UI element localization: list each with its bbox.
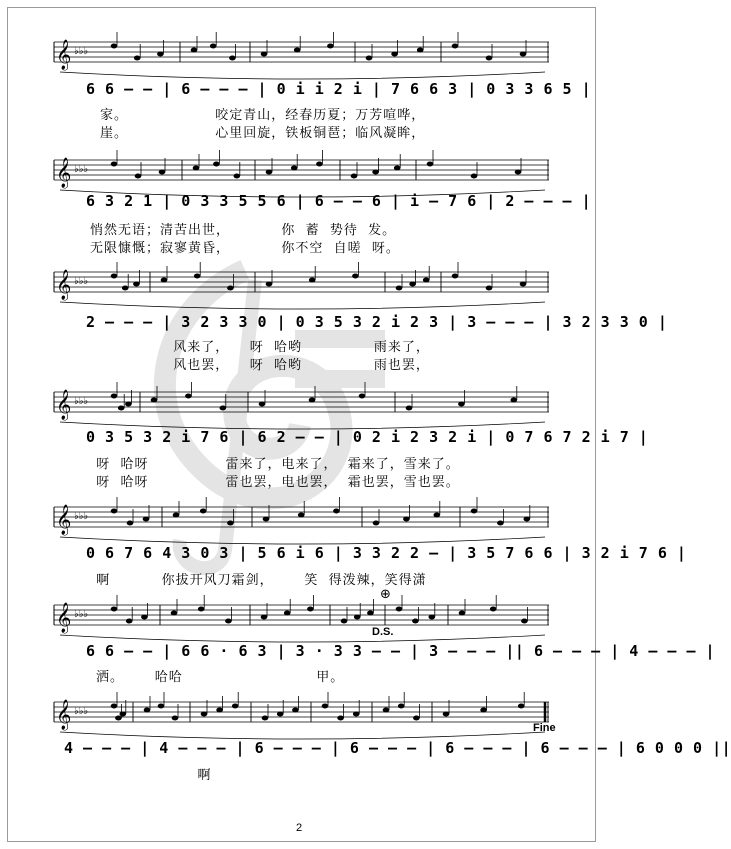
note-head xyxy=(458,402,465,407)
note-head xyxy=(412,619,419,624)
note-head xyxy=(118,406,125,411)
lyric-line-6a: 洒。 哈哈 甲。 xyxy=(96,670,345,685)
note-head xyxy=(263,517,270,522)
note-head xyxy=(172,716,179,721)
ds-mark: D.S. xyxy=(372,626,394,638)
note-head xyxy=(159,170,166,175)
lyric-line-2b: 无限慷慨；寂寥黄昏， 你不空 自嗟 呀。 xyxy=(90,241,400,256)
key-signature-flats: ♭♭♭ xyxy=(74,706,89,717)
treble-clef-icon: 𝄞 xyxy=(56,270,72,300)
jianpu-line-3: 2 — — — | 3 2 3 3 0 | 0 3 5 3 2 i 2 3 | 3 — — — | 3 2 3 3 0 | xyxy=(86,313,668,331)
note-head xyxy=(486,286,493,291)
note-head xyxy=(423,278,430,283)
slur xyxy=(60,635,545,642)
note-head xyxy=(227,521,234,526)
note-head xyxy=(135,174,142,179)
note-head xyxy=(366,56,373,61)
note-head xyxy=(277,712,284,717)
note-head xyxy=(111,704,118,709)
note-head xyxy=(216,708,223,713)
jianpu-line-7: 4 — — — | 4 — — — | 6 — — — | 6 — — — | 6 — — — | 6 — — — | 6 0 0 0 || xyxy=(64,739,731,757)
jianpu-line-6: 6 6 — — | 6 6 · 6 3 | 3 · 3 3 — — | 3 — — — || 6 — — — | 4 — — — | xyxy=(86,642,716,660)
note-head xyxy=(157,52,164,57)
jianpu-line-1: 6 6 — — | 6 — — — | 0 i i 2 i | 7 6 6 3 | 0 3 3 6 5 | xyxy=(86,80,592,98)
note-head xyxy=(191,48,198,53)
treble-clef-icon: 𝄞 xyxy=(56,700,72,730)
note-head xyxy=(524,517,531,522)
note-head xyxy=(227,286,234,291)
lyric-line-1a: 家。 咬定青山，经春历夏；万芳喧哗， xyxy=(100,108,426,123)
note-head xyxy=(194,274,201,279)
treble-clef-icon: 𝄞 xyxy=(56,505,72,535)
note-head xyxy=(193,166,200,171)
note-head xyxy=(520,52,527,57)
note-head xyxy=(125,402,132,407)
note-head xyxy=(322,704,329,709)
note-head xyxy=(452,274,459,279)
note-head xyxy=(232,704,239,709)
note-head xyxy=(111,274,118,279)
note-head xyxy=(171,611,178,616)
note-head xyxy=(459,611,466,616)
note-head xyxy=(220,406,227,411)
note-head xyxy=(201,712,208,717)
note-head xyxy=(200,509,207,514)
note-head xyxy=(225,619,232,624)
note-head xyxy=(396,286,403,291)
note-head xyxy=(353,712,360,717)
note-head xyxy=(266,170,273,175)
note-head xyxy=(292,708,299,713)
note-head xyxy=(515,170,522,175)
key-signature-flats: ♭♭♭ xyxy=(74,46,89,57)
note-head xyxy=(511,398,518,403)
note-head xyxy=(213,162,220,167)
note-head xyxy=(486,56,493,61)
note-head xyxy=(115,716,122,721)
note-head xyxy=(111,162,118,167)
key-signature-flats: ♭♭♭ xyxy=(74,609,89,620)
note-head xyxy=(229,56,236,61)
slur xyxy=(60,537,545,544)
note-head xyxy=(151,398,158,403)
note-head xyxy=(351,174,358,179)
note-head xyxy=(127,521,134,526)
note-head xyxy=(307,607,314,612)
note-head xyxy=(309,278,316,283)
key-signature-flats: ♭♭♭ xyxy=(74,396,89,407)
note-head xyxy=(518,704,525,709)
note-head xyxy=(434,513,441,518)
coda-sign: ⊕ xyxy=(380,587,391,602)
note-head xyxy=(234,174,241,179)
note-head xyxy=(354,615,361,620)
note-head xyxy=(359,394,366,399)
note-head xyxy=(413,716,420,721)
note-head xyxy=(427,162,434,167)
lyric-line-7a: 啊 xyxy=(64,768,212,783)
note-head xyxy=(396,607,403,612)
note-head xyxy=(111,394,118,399)
slur xyxy=(60,732,545,739)
note-head xyxy=(298,513,305,518)
note-head xyxy=(480,708,487,713)
note-head xyxy=(259,402,266,407)
note-head xyxy=(520,282,527,287)
note-head xyxy=(341,619,348,624)
lyric-line-4b: 呀 哈呀 雷也罢，电也罢， 霜也罢，雪也罢。 xyxy=(86,475,460,490)
note-head xyxy=(471,174,478,179)
note-head xyxy=(443,712,450,717)
note-head xyxy=(294,48,301,53)
note-head xyxy=(141,615,148,620)
note-head xyxy=(158,704,165,709)
note-head xyxy=(134,56,141,61)
note-head xyxy=(373,521,380,526)
note-head xyxy=(490,607,497,612)
note-head xyxy=(394,166,401,171)
note-head xyxy=(367,611,374,616)
note-head xyxy=(122,286,129,291)
note-head xyxy=(210,44,217,49)
treble-clef-icon: 𝄞 xyxy=(56,390,72,420)
note-head xyxy=(409,282,416,287)
note-head xyxy=(120,712,127,717)
note-head xyxy=(144,708,151,713)
key-signature-flats: ♭♭♭ xyxy=(74,511,89,522)
note-head xyxy=(403,517,410,522)
note-head xyxy=(111,607,118,612)
note-head xyxy=(262,716,269,721)
note-head xyxy=(383,708,390,713)
note-head xyxy=(327,44,334,49)
key-signature-flats: ♭♭♭ xyxy=(74,164,89,175)
note-head xyxy=(173,513,180,518)
note-head xyxy=(161,278,168,283)
note-head xyxy=(337,716,344,721)
note-head xyxy=(143,517,150,522)
note-head xyxy=(417,48,424,53)
note-head xyxy=(471,509,478,514)
jianpu-line-5: 0 6 7 6 4 3 0 3 | 5 6 i 6 | 3 3 2 2 — | 3 5 7 6 6 | 3 2 i 7 6 | xyxy=(86,544,687,562)
note-head xyxy=(309,398,316,403)
note-head xyxy=(406,406,413,411)
note-head xyxy=(111,509,118,514)
note-head xyxy=(452,44,459,49)
note-head xyxy=(198,607,205,612)
note-head xyxy=(111,44,118,49)
jianpu-line-4: 0 3 5 3 2 i 7 6 | 6 2 — — | 0 2 i 2 3 2 i | 0 7 6 7 2 i 7 | xyxy=(86,428,649,446)
lyric-line-4a: 呀 哈呀 雷来了，电来了， 霜来了，雪来了。 xyxy=(86,457,460,472)
note-head xyxy=(291,166,298,171)
note-head xyxy=(316,162,323,167)
note-head xyxy=(333,509,340,514)
note-head xyxy=(126,619,133,624)
treble-clef-icon: 𝄞 xyxy=(56,158,72,188)
lyric-line-2a: 悄然无语；清苦出世， 你 蓄 势待 发。 xyxy=(90,223,397,238)
note-head xyxy=(185,394,192,399)
note-head xyxy=(352,274,359,279)
note-head xyxy=(429,615,436,620)
note-head xyxy=(133,282,140,287)
note-head xyxy=(398,704,405,709)
note-head xyxy=(261,615,268,620)
lyric-line-3b: 风也罢， 呀 哈哟 雨也罢， xyxy=(86,358,430,373)
lyric-line-5a: 啊 你拔开风刀霜剑， 笑 得泼辣，笑得潇 xyxy=(86,573,427,588)
note-head xyxy=(284,611,291,616)
note-head xyxy=(372,170,379,175)
lyric-line-1b: 崖。 心里回旋，铁板铜琶；临风凝眸， xyxy=(100,126,426,141)
jianpu-line-2: 6 3 2 1 | 0 3 3 5 5 6 | 6 — — 6 | i — 7 6 | 2 — — — | xyxy=(86,192,592,210)
lyric-line-3a: 风来了， 呀 哈哟 雨来了， xyxy=(86,340,430,355)
treble-clef-icon: 𝄞 xyxy=(56,603,72,633)
note-head xyxy=(261,52,268,57)
fine-mark: Fine xyxy=(533,722,556,734)
note-head xyxy=(266,282,273,287)
slur xyxy=(60,302,545,309)
note-head xyxy=(521,619,528,624)
treble-clef-icon: 𝄞 xyxy=(56,40,72,70)
page-number: 2 xyxy=(296,822,303,834)
note-head xyxy=(497,521,504,526)
note-head xyxy=(391,52,398,57)
key-signature-flats: ♭♭♭ xyxy=(74,276,89,287)
slur xyxy=(60,72,545,79)
